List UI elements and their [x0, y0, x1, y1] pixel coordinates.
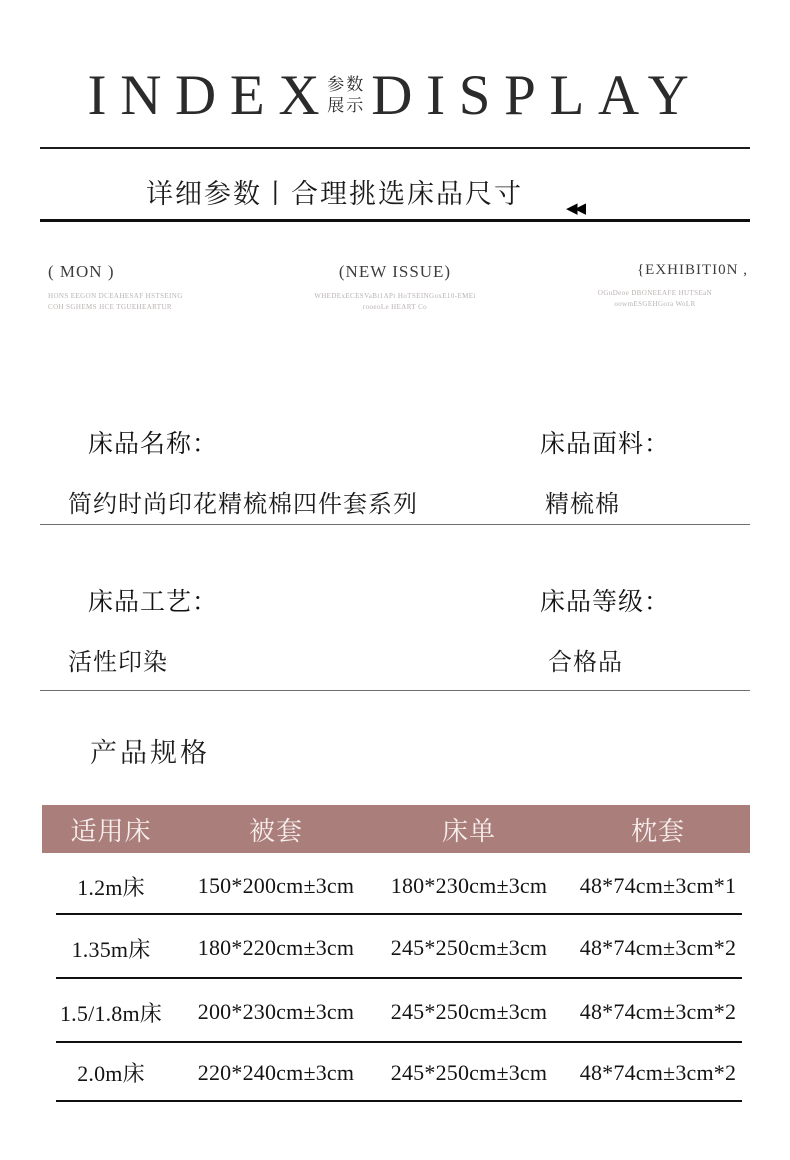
cell-duvet-cover: 150*200cm±3cm: [197, 873, 355, 898]
field-value-grade: 合格品: [548, 650, 623, 676]
deco-row: [0, 262, 790, 322]
cell-bed-sheet: 180*230cm±3cm: [390, 873, 548, 898]
cell-duvet-cover: 220*240cm±3cm: [197, 1059, 355, 1085]
field-label-grade: 床品等级：: [540, 589, 671, 616]
deco-new-text: WHEDExECESVaBt1APt HoTSEINGoxE10-EMEi rooeoLe HEART Co: [314, 292, 476, 311]
field-label-craft: 床品工艺：: [88, 589, 219, 616]
rewind-icon: ◀◀: [566, 201, 584, 217]
field-label-product-name: 床品名称：: [88, 431, 219, 458]
masthead-cn-stack: [327, 74, 365, 117]
cell-pillowcase: 48*74cm±3cm*2: [579, 999, 737, 1024]
cell-bed-sheet: 245*250cm±3cm: [390, 1059, 548, 1085]
deco-mon-text: HONS EEGON DCEAHESAF HSTSEING COH SGHEMS HCE TGUEHEARTUR: [48, 292, 183, 311]
section-subtitle: 详细参数丨合理挑选床品尺寸: [146, 179, 523, 209]
cell-bed-sheet: 245*250cm±3cm: [390, 935, 548, 960]
masthead-word-index: INDEX: [87, 63, 334, 127]
cell-duvet-cover: 180*220cm±3cm: [197, 935, 355, 960]
header-cell-pillowcase: 枕套: [630, 816, 685, 846]
deco-mon-title: ( MON ): [48, 262, 115, 281]
header-cell-bed-size: 适用床: [70, 816, 152, 846]
table-row: [42, 979, 750, 1041]
cell-bed-sheet: 245*250cm±3cm: [390, 999, 548, 1024]
deco-col-exhibition: [560, 262, 750, 310]
cell-pillowcase: 48*74cm±3cm*2: [579, 935, 737, 960]
divider-fields-2: [40, 690, 750, 691]
masthead: [0, 52, 790, 138]
cell-bed-size: 1.5/1.8m床: [59, 1000, 163, 1026]
deco-exh-text: OGuDeoe DBONEEAFE HUTSEaN oowmESGEHGora WoLR: [597, 289, 713, 308]
field-value-product-name: 简约时尚印花精梳棉四件套系列: [68, 492, 418, 518]
table-row: [42, 853, 750, 913]
spec-table-header-row: [42, 805, 750, 853]
masthead-word-display: DISPLAY: [371, 63, 703, 127]
cell-bed-size: 2.0m床: [77, 1061, 145, 1086]
field-value-craft: 活性印染: [68, 650, 168, 676]
divider-subtitle: [40, 219, 750, 222]
cell-bed-size: 1.2m床: [77, 874, 145, 900]
spec-table: [42, 805, 750, 1102]
field-value-fabric: 精梳棉: [545, 492, 620, 518]
cell-pillowcase: 48*74cm±3cm*1: [579, 873, 737, 898]
header-cell-bed-sheet: 床单: [441, 816, 496, 846]
spec-heading: 产品规格: [90, 738, 210, 768]
header-cell-duvet-cover: 被套: [248, 816, 303, 846]
field-label-fabric: 床品面料：: [540, 431, 671, 458]
cell-duvet-cover: 200*230cm±3cm: [197, 999, 355, 1024]
cell-pillowcase: 48*74cm±3cm*2: [579, 1059, 737, 1085]
masthead-cn-top: 参数: [327, 74, 366, 94]
table-row-divider: [56, 1100, 742, 1102]
masthead-cn-bottom: 展示: [327, 96, 366, 115]
deco-new-title: (NEW ISSUE): [338, 262, 452, 281]
table-row: [42, 915, 750, 977]
cell-bed-size: 1.35m床: [71, 936, 151, 962]
table-row: [42, 1043, 750, 1100]
divider-top: [40, 147, 750, 149]
deco-exh-title: {EXHIBITI0N ,: [636, 262, 748, 278]
divider-fields-1: [40, 524, 750, 525]
